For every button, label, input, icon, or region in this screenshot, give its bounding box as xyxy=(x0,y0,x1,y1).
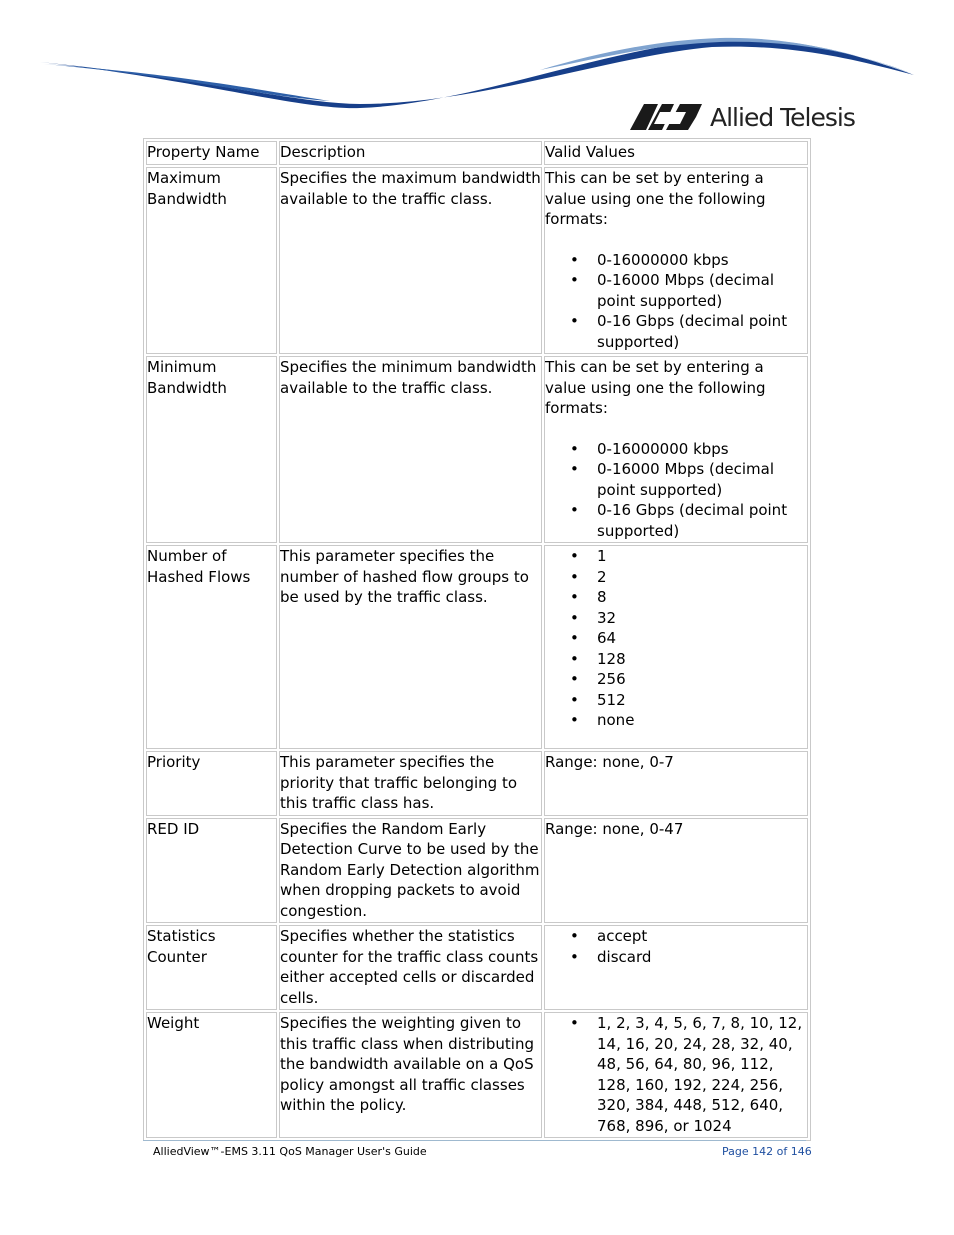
property-description: This parameter specifies the number of hashed flow groups to be used by the traffic class. xyxy=(279,545,542,749)
list-item: • discard xyxy=(597,947,807,968)
list-item: • 0-16 Gbps (decimal point supported) xyxy=(597,500,807,541)
property-name: Number of Hashed Flows xyxy=(146,545,277,749)
list-item: • 1, 2, 3, 4, 5, 6, 7, 8, 10, 12, 14, 16, 20, 24, 28, 32, 40, 48, 56, 64, 80, 96, 112, 128, 160, 192, 224, 256, 320, 384, 448, 512, 640, 768, 896, or 1024 xyxy=(597,1013,807,1136)
valid-values-intro: This can be set by entering a value using one the following formats: xyxy=(545,169,766,228)
valid-values-list xyxy=(545,546,807,731)
property-description: Specifies whether the statistics counter for the traffic class counts either accepted cells or discarded cells. xyxy=(279,925,542,1010)
footer-page-number: Page 142 of 146 xyxy=(722,1145,812,1158)
table-row xyxy=(146,925,808,1010)
list-item: • accept xyxy=(597,926,807,947)
column-header-valid-values: Valid Values xyxy=(544,141,808,165)
list-item: • 0-16000 Mbps (decimal point supported) xyxy=(597,459,807,500)
property-name: Priority xyxy=(146,751,277,816)
list-item: • 2 xyxy=(597,567,807,588)
property-name: Maximum Bandwidth xyxy=(146,167,277,354)
footer-divider xyxy=(143,1140,806,1141)
column-header-description: Description xyxy=(279,141,542,165)
footer-document-title: AlliedView™-EMS 3.11 QoS Manager User's Guide xyxy=(153,1145,427,1158)
list-item: • 8 xyxy=(597,587,807,608)
valid-values xyxy=(544,167,808,354)
valid-values xyxy=(544,356,808,543)
table-row xyxy=(146,167,808,354)
valid-values-range: Range: none, 0-7 xyxy=(544,751,808,816)
list-item: • 0-16 Gbps (decimal point supported) xyxy=(597,311,807,352)
property-name: Minimum Bandwidth xyxy=(146,356,277,543)
table-row xyxy=(146,545,808,749)
valid-values-list xyxy=(545,250,807,353)
column-header-property-name: Property Name xyxy=(146,141,277,165)
valid-values-list xyxy=(545,926,807,967)
list-item: • 0-16000 Mbps (decimal point supported) xyxy=(597,270,807,311)
property-name: Weight xyxy=(146,1012,277,1138)
list-item: • 1 xyxy=(597,546,807,567)
list-item: • 512 xyxy=(597,690,807,711)
list-item: • 256 xyxy=(597,669,807,690)
table-row xyxy=(146,751,808,816)
list-item: • 0-16000000 kbps xyxy=(597,250,807,271)
list-item: • 64 xyxy=(597,628,807,649)
valid-values xyxy=(544,1012,808,1138)
property-description: Specifies the maximum bandwidth available to the traffic class. xyxy=(279,167,542,354)
list-item: • 0-16000000 kbps xyxy=(597,439,807,460)
allied-telesis-mark-icon xyxy=(630,104,702,130)
table-header-row xyxy=(146,141,808,165)
property-name: RED ID xyxy=(146,818,277,924)
property-description: Specifies the Random Early Detection Curve to be used by the Random Early Detection algorithm when dropping packets to avoid congestion. xyxy=(279,818,542,924)
property-table xyxy=(143,138,811,1141)
valid-values-list xyxy=(545,1013,807,1136)
table-row xyxy=(146,818,808,924)
valid-values xyxy=(544,925,808,1010)
valid-values xyxy=(544,545,808,749)
table-row xyxy=(146,356,808,543)
property-description: Specifies the minimum bandwidth available to the traffic class. xyxy=(279,356,542,543)
list-item: • none xyxy=(597,710,807,731)
brand-name: Allied Telesis xyxy=(710,102,855,132)
list-item: • 32 xyxy=(597,608,807,629)
list-item: • 128 xyxy=(597,649,807,670)
table-row xyxy=(146,1012,808,1138)
valid-values-intro: This can be set by entering a value using one the following formats: xyxy=(545,358,766,417)
valid-values-list xyxy=(545,439,807,542)
valid-values-range: Range: none, 0-47 xyxy=(544,818,808,924)
brand-logo xyxy=(630,100,855,134)
property-description: This parameter specifies the priority that traffic belonging to this traffic class has. xyxy=(279,751,542,816)
property-description: Specifies the weighting given to this traffic class when distributing the bandwidth available on a QoS policy amongst all traffic classes within the policy. xyxy=(279,1012,542,1138)
property-name: Statistics Counter xyxy=(146,925,277,1010)
